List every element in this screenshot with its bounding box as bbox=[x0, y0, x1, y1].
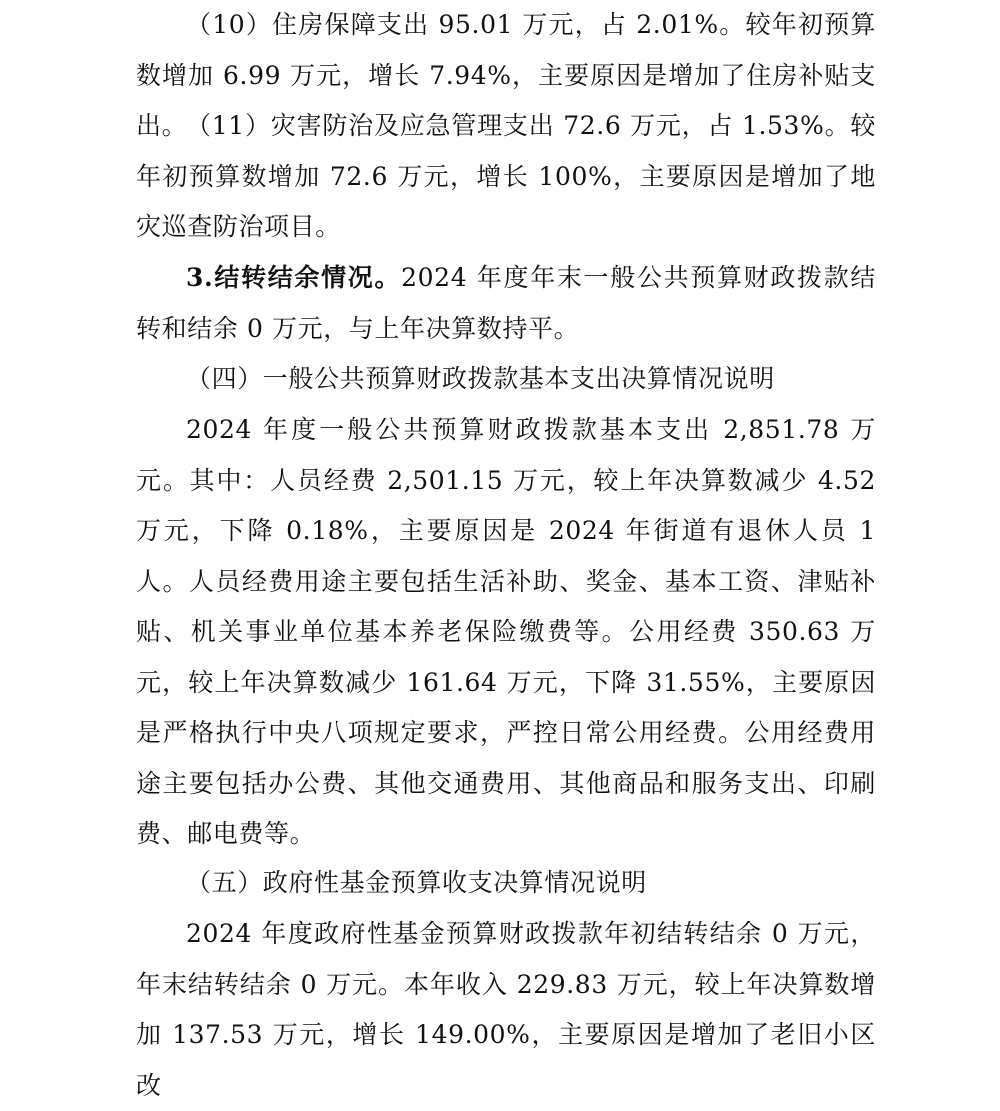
section5-body-text: 2024 年度政府性基金预算财政拨款年初结转结余 0 万元，年末结转结余 0 万元。本年收入 229.83 万元，较上年决算数增加 137.53 万元，增长 149.00%，主要原因是增加了老旧小区改 bbox=[136, 919, 876, 1100]
paragraph-housing-text: （10）住房保障支出 95.01 万元，占 2.01%。较年初预算数增加 6.99 万元，增长 7.94%，主要原因是增加了住房补贴支出。 bbox=[136, 10, 876, 140]
paragraph-carryover bbox=[136, 253, 876, 354]
section-heading-government-fund bbox=[136, 858, 876, 909]
paragraph-disaster-text: （11）灾害防治及应急管理支出 72.6 万元，占 1.53%。较年初预算数增加 72.6 万元，增长 100%，主要原因是增加了地灾巡查防治项目。 bbox=[136, 111, 876, 241]
section5-heading-text: （五）政府性基金预算收支决算情况说明 bbox=[186, 868, 647, 897]
section4-heading-text: （四）一般公共预算财政拨款基本支出决算情况说明 bbox=[186, 364, 775, 393]
section4-body-text: 2024 年度一般公共预算财政拨款基本支出 2,851.78 万元。其中：人员经费 2,501.15 万元，较上年决算数减少 4.52 万元，下降 0.18%，主要原因是 2024 年街道有退休人员 1 人。人员经费用途主要包括生活补助、奖金、基本工资、津贴补贴、机关事业单位基本养老保险缴费等。公用经费 350.63 万元，较上年决算数减少 161.64 万元，下降 31.55%，主要原因是严格执行中央八项规定要求，严控日常公用经费。公用经费用途主要包括办公费、其他交通费用、其他商品和服务支出、印刷费、邮电费等。 bbox=[136, 415, 876, 848]
paragraph-government-fund bbox=[136, 909, 876, 1111]
section-heading-basic-expenditure bbox=[136, 354, 876, 405]
paragraph-basic-expenditure bbox=[136, 405, 876, 860]
paragraph-disaster-expenditure bbox=[136, 101, 876, 253]
carryover-lead-text: 3.结转结余情况。 bbox=[186, 263, 402, 292]
carryover-body-text: 2024 年度年末一般公共预算财政拨款结转和结余 0 万元，与上年决算数持平。 bbox=[136, 263, 876, 343]
